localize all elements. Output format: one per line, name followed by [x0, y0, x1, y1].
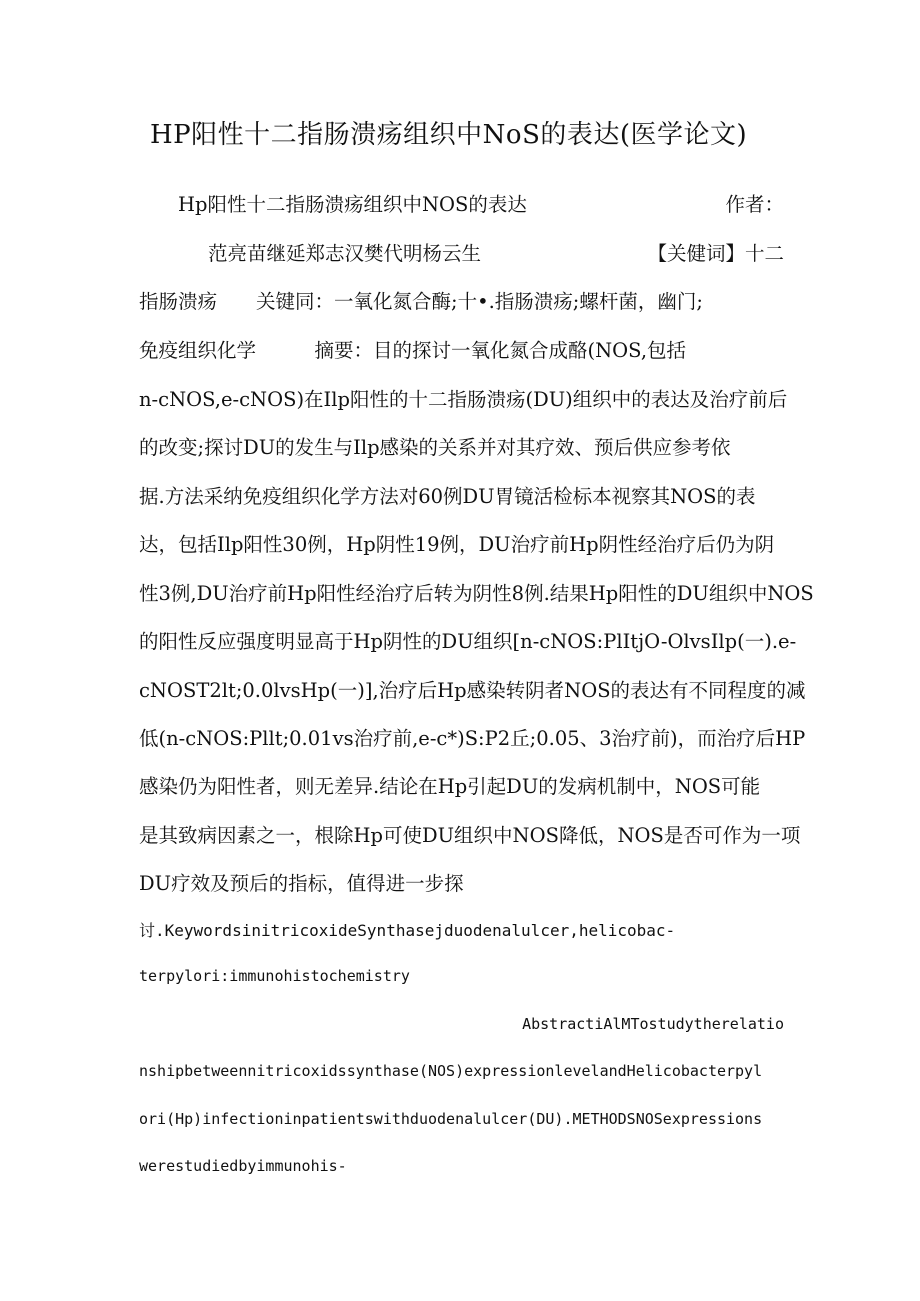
- abstract-heading-line: AbstractiAlMTostudytherelatio: [522, 1015, 784, 1033]
- page-title: HP阳性十二指肠溃疡组织中NoS的表达(医学论文): [150, 120, 748, 150]
- body-line: cNOST2lt;0.0lvsHp(一)],治疗后Hp感染转阴者NOS的表达有不同程度的减: [139, 679, 806, 702]
- body-line: 据.方法采纳免疫组织化学方法对60例DU胃镜活检标本视察其NOS的表: [139, 485, 756, 508]
- body-line: 的改变;探讨DU的发生与Ilp感染的关系并对其疗效、预后供应参考依: [139, 436, 731, 459]
- body-line: 免疫组织化学 摘要：目的探讨一氧化氮合成酪(NOS,包括: [139, 339, 687, 362]
- author-label: 作者：: [725, 193, 784, 216]
- body-line: 是其致病因素之一，根除Hp可使DU组织中NOS降低，NOS是否可作为一项: [139, 824, 801, 847]
- keywords-english-line: 讨.KeywordsinitricoxideSynthasejduodenalulcer,helicobac-: [139, 921, 676, 940]
- body-line: 感染仍为阳性者，则无差异.结论在Hp引起DU的发病机制中，NOS可能: [139, 775, 761, 798]
- keywords-label: 【关健词】十二: [647, 242, 784, 265]
- abstract-line: nshipbetweennitricoxidssynthase(NOS)expressionlevelandHelicobacterpyl: [139, 1062, 763, 1080]
- abstract-line: werestudiedbyimmunohis-: [139, 1157, 347, 1175]
- article-subtitle: Hp阳性十二指肠溃疡组织中NOS的表达: [178, 193, 527, 216]
- keywords-english-line: terpylori:immunohistochemistry: [139, 967, 410, 985]
- body-line: n-cNOS,e-cNOS)在Ilp阳性的十二指肠溃疡(DU)组织中的表达及治疗前后: [139, 388, 788, 411]
- body-line: DU疗效及预后的指标，值得进一步探: [139, 872, 464, 895]
- body-line: 达，包括Ilp阳性30例，Hp阴性19例，DU治疗前Hp阴性经治疗后仍为阴: [139, 533, 775, 556]
- body-line: 的阳性反应强度明显高于Hp阴性的DU组织[n-cNOS:PlItjO-OlvsIlp(一).e-: [139, 630, 797, 653]
- author-list: 范亮苗继延郑志汉樊代明杨云生: [208, 242, 482, 265]
- body-line: 低(n-cNOS:Pllt;0.01vs治疗前,e-c*)S:P2丘;0.05、3治疗前)，而治疗后HP: [139, 727, 806, 750]
- abstract-line: ori(Hp)infectioninpatientswithduodenalulcer(DU).METHODSNOSexpressions: [139, 1110, 763, 1128]
- body-line: 指肠溃疡 关键同：一氧化氮合酶;十•.指肠溃疡;螺杆菌，幽门;: [139, 290, 703, 313]
- body-line: 性3例,DU治疗前Hp阳性经治疗后转为阴性8例.结果Hp阳性的DU组织中NOS: [139, 582, 814, 605]
